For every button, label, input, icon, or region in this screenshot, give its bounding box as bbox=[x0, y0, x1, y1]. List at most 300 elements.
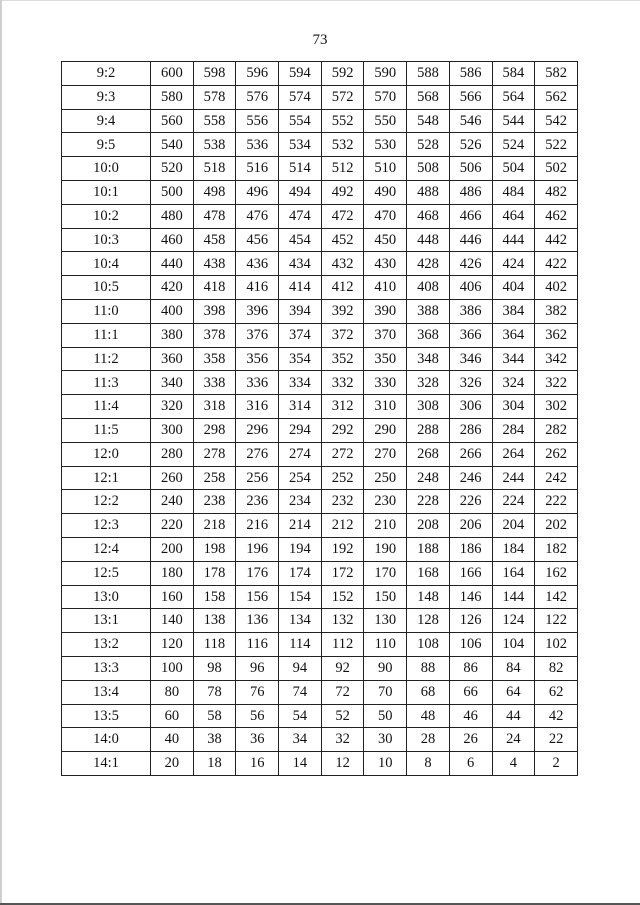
value-cell: 132 bbox=[321, 609, 364, 633]
time-cell: 13:2 bbox=[62, 633, 151, 657]
value-cell: 110 bbox=[364, 633, 407, 657]
table-row bbox=[62, 62, 578, 86]
value-cell: 246 bbox=[449, 466, 492, 490]
value-cell: 298 bbox=[193, 418, 236, 442]
table-row bbox=[62, 442, 578, 466]
value-cell: 428 bbox=[407, 252, 450, 276]
value-cell: 394 bbox=[279, 299, 322, 323]
time-cell: 10:1 bbox=[62, 180, 151, 204]
value-cell: 184 bbox=[492, 537, 535, 561]
time-cell: 9:3 bbox=[62, 85, 151, 109]
value-cell: 504 bbox=[492, 157, 535, 181]
value-cell: 322 bbox=[535, 371, 578, 395]
value-cell: 192 bbox=[321, 537, 364, 561]
value-cell: 204 bbox=[492, 514, 535, 538]
value-cell: 56 bbox=[236, 704, 279, 728]
table-row bbox=[62, 490, 578, 514]
value-cell: 312 bbox=[321, 395, 364, 419]
value-cell: 318 bbox=[193, 395, 236, 419]
table-row bbox=[62, 395, 578, 419]
value-cell: 334 bbox=[279, 371, 322, 395]
value-cell: 498 bbox=[193, 180, 236, 204]
value-cell: 172 bbox=[321, 561, 364, 585]
table-row bbox=[62, 133, 578, 157]
value-cell: 502 bbox=[535, 157, 578, 181]
value-cell: 376 bbox=[236, 323, 279, 347]
table-row bbox=[62, 252, 578, 276]
table-row bbox=[62, 537, 578, 561]
table-row bbox=[62, 299, 578, 323]
value-cell: 522 bbox=[535, 133, 578, 157]
value-cell: 440 bbox=[151, 252, 194, 276]
value-cell: 558 bbox=[193, 109, 236, 133]
value-cell: 556 bbox=[236, 109, 279, 133]
table-row bbox=[62, 347, 578, 371]
value-cell: 194 bbox=[279, 537, 322, 561]
value-cell: 72 bbox=[321, 680, 364, 704]
table-row bbox=[62, 609, 578, 633]
value-cell: 38 bbox=[193, 728, 236, 752]
value-cell: 326 bbox=[449, 371, 492, 395]
value-cell: 398 bbox=[193, 299, 236, 323]
value-cell: 444 bbox=[492, 228, 535, 252]
value-cell: 478 bbox=[193, 204, 236, 228]
value-cell: 350 bbox=[364, 347, 407, 371]
score-table-body bbox=[62, 62, 578, 776]
value-cell: 48 bbox=[407, 704, 450, 728]
value-cell: 480 bbox=[151, 204, 194, 228]
value-cell: 276 bbox=[236, 442, 279, 466]
value-cell: 36 bbox=[236, 728, 279, 752]
value-cell: 34 bbox=[279, 728, 322, 752]
value-cell: 512 bbox=[321, 157, 364, 181]
value-cell: 186 bbox=[449, 537, 492, 561]
value-cell: 460 bbox=[151, 228, 194, 252]
value-cell: 162 bbox=[535, 561, 578, 585]
value-cell: 420 bbox=[151, 276, 194, 300]
value-cell: 550 bbox=[364, 109, 407, 133]
value-cell: 488 bbox=[407, 180, 450, 204]
value-cell: 404 bbox=[492, 276, 535, 300]
value-cell: 344 bbox=[492, 347, 535, 371]
value-cell: 102 bbox=[535, 633, 578, 657]
value-cell: 94 bbox=[279, 656, 322, 680]
value-cell: 188 bbox=[407, 537, 450, 561]
value-cell: 306 bbox=[449, 395, 492, 419]
time-cell: 11:1 bbox=[62, 323, 151, 347]
value-cell: 594 bbox=[279, 62, 322, 86]
value-cell: 222 bbox=[535, 490, 578, 514]
value-cell: 168 bbox=[407, 561, 450, 585]
value-cell: 24 bbox=[492, 728, 535, 752]
value-cell: 470 bbox=[364, 204, 407, 228]
value-cell: 408 bbox=[407, 276, 450, 300]
value-cell: 562 bbox=[535, 85, 578, 109]
value-cell: 580 bbox=[151, 85, 194, 109]
time-cell: 11:3 bbox=[62, 371, 151, 395]
value-cell: 338 bbox=[193, 371, 236, 395]
value-cell: 44 bbox=[492, 704, 535, 728]
value-cell: 228 bbox=[407, 490, 450, 514]
table-row bbox=[62, 85, 578, 109]
value-cell: 74 bbox=[279, 680, 322, 704]
value-cell: 412 bbox=[321, 276, 364, 300]
time-cell: 12:2 bbox=[62, 490, 151, 514]
time-cell: 10:3 bbox=[62, 228, 151, 252]
value-cell: 600 bbox=[151, 62, 194, 86]
value-cell: 280 bbox=[151, 442, 194, 466]
table-row bbox=[62, 276, 578, 300]
value-cell: 120 bbox=[151, 633, 194, 657]
value-cell: 236 bbox=[236, 490, 279, 514]
value-cell: 112 bbox=[321, 633, 364, 657]
value-cell: 268 bbox=[407, 442, 450, 466]
time-cell: 11:0 bbox=[62, 299, 151, 323]
table-row bbox=[62, 680, 578, 704]
value-cell: 170 bbox=[364, 561, 407, 585]
value-cell: 200 bbox=[151, 537, 194, 561]
value-cell: 544 bbox=[492, 109, 535, 133]
value-cell: 552 bbox=[321, 109, 364, 133]
value-cell: 140 bbox=[151, 609, 194, 633]
value-cell: 358 bbox=[193, 347, 236, 371]
value-cell: 130 bbox=[364, 609, 407, 633]
table-row bbox=[62, 157, 578, 181]
value-cell: 356 bbox=[236, 347, 279, 371]
time-cell: 9:5 bbox=[62, 133, 151, 157]
value-cell: 58 bbox=[193, 704, 236, 728]
value-cell: 308 bbox=[407, 395, 450, 419]
value-cell: 310 bbox=[364, 395, 407, 419]
value-cell: 266 bbox=[449, 442, 492, 466]
value-cell: 42 bbox=[535, 704, 578, 728]
value-cell: 90 bbox=[364, 656, 407, 680]
value-cell: 388 bbox=[407, 299, 450, 323]
value-cell: 226 bbox=[449, 490, 492, 514]
value-cell: 450 bbox=[364, 228, 407, 252]
value-cell: 542 bbox=[535, 109, 578, 133]
value-cell: 134 bbox=[279, 609, 322, 633]
value-cell: 60 bbox=[151, 704, 194, 728]
table-row bbox=[62, 180, 578, 204]
value-cell: 546 bbox=[449, 109, 492, 133]
value-cell: 496 bbox=[236, 180, 279, 204]
value-cell: 270 bbox=[364, 442, 407, 466]
table-row bbox=[62, 466, 578, 490]
value-cell: 538 bbox=[193, 133, 236, 157]
value-cell: 316 bbox=[236, 395, 279, 419]
value-cell: 260 bbox=[151, 466, 194, 490]
value-cell: 374 bbox=[279, 323, 322, 347]
value-cell: 216 bbox=[236, 514, 279, 538]
value-cell: 454 bbox=[279, 228, 322, 252]
value-cell: 426 bbox=[449, 252, 492, 276]
value-cell: 436 bbox=[236, 252, 279, 276]
value-cell: 518 bbox=[193, 157, 236, 181]
value-cell: 292 bbox=[321, 418, 364, 442]
value-cell: 508 bbox=[407, 157, 450, 181]
value-cell: 492 bbox=[321, 180, 364, 204]
time-cell: 10:4 bbox=[62, 252, 151, 276]
value-cell: 232 bbox=[321, 490, 364, 514]
value-cell: 118 bbox=[193, 633, 236, 657]
value-cell: 26 bbox=[449, 728, 492, 752]
value-cell: 572 bbox=[321, 85, 364, 109]
value-cell: 346 bbox=[449, 347, 492, 371]
value-cell: 202 bbox=[535, 514, 578, 538]
value-cell: 278 bbox=[193, 442, 236, 466]
page-number: 73 bbox=[312, 32, 328, 48]
value-cell: 434 bbox=[279, 252, 322, 276]
value-cell: 524 bbox=[492, 133, 535, 157]
table-row bbox=[62, 752, 578, 776]
value-cell: 392 bbox=[321, 299, 364, 323]
value-cell: 364 bbox=[492, 323, 535, 347]
value-cell: 596 bbox=[236, 62, 279, 86]
value-cell: 586 bbox=[449, 62, 492, 86]
value-cell: 182 bbox=[535, 537, 578, 561]
value-cell: 414 bbox=[279, 276, 322, 300]
value-cell: 424 bbox=[492, 252, 535, 276]
value-cell: 16 bbox=[236, 752, 279, 776]
value-cell: 154 bbox=[279, 585, 322, 609]
value-cell: 304 bbox=[492, 395, 535, 419]
value-cell: 536 bbox=[236, 133, 279, 157]
value-cell: 158 bbox=[193, 585, 236, 609]
value-cell: 342 bbox=[535, 347, 578, 371]
value-cell: 510 bbox=[364, 157, 407, 181]
value-cell: 30 bbox=[364, 728, 407, 752]
value-cell: 368 bbox=[407, 323, 450, 347]
value-cell: 302 bbox=[535, 395, 578, 419]
value-cell: 114 bbox=[279, 633, 322, 657]
value-cell: 116 bbox=[236, 633, 279, 657]
value-cell: 62 bbox=[535, 680, 578, 704]
value-cell: 96 bbox=[236, 656, 279, 680]
value-cell: 136 bbox=[236, 609, 279, 633]
value-cell: 208 bbox=[407, 514, 450, 538]
table-row bbox=[62, 704, 578, 728]
value-cell: 252 bbox=[321, 466, 364, 490]
value-cell: 142 bbox=[535, 585, 578, 609]
time-cell: 9:4 bbox=[62, 109, 151, 133]
time-cell: 12:1 bbox=[62, 466, 151, 490]
value-cell: 372 bbox=[321, 323, 364, 347]
value-cell: 54 bbox=[279, 704, 322, 728]
value-cell: 430 bbox=[364, 252, 407, 276]
value-cell: 240 bbox=[151, 490, 194, 514]
value-cell: 88 bbox=[407, 656, 450, 680]
table-row bbox=[62, 204, 578, 228]
value-cell: 348 bbox=[407, 347, 450, 371]
value-cell: 390 bbox=[364, 299, 407, 323]
time-cell: 11:2 bbox=[62, 347, 151, 371]
value-cell: 238 bbox=[193, 490, 236, 514]
value-cell: 520 bbox=[151, 157, 194, 181]
value-cell: 514 bbox=[279, 157, 322, 181]
time-cell: 10:2 bbox=[62, 204, 151, 228]
value-cell: 22 bbox=[535, 728, 578, 752]
value-cell: 282 bbox=[535, 418, 578, 442]
value-cell: 124 bbox=[492, 609, 535, 633]
value-cell: 86 bbox=[449, 656, 492, 680]
time-cell: 14:0 bbox=[62, 728, 151, 752]
value-cell: 422 bbox=[535, 252, 578, 276]
time-cell: 12:5 bbox=[62, 561, 151, 585]
value-cell: 258 bbox=[193, 466, 236, 490]
value-cell: 20 bbox=[151, 752, 194, 776]
value-cell: 378 bbox=[193, 323, 236, 347]
value-cell: 400 bbox=[151, 299, 194, 323]
value-cell: 578 bbox=[193, 85, 236, 109]
value-cell: 264 bbox=[492, 442, 535, 466]
value-cell: 416 bbox=[236, 276, 279, 300]
value-cell: 386 bbox=[449, 299, 492, 323]
value-cell: 530 bbox=[364, 133, 407, 157]
value-cell: 456 bbox=[236, 228, 279, 252]
value-cell: 12 bbox=[321, 752, 364, 776]
value-cell: 362 bbox=[535, 323, 578, 347]
value-cell: 210 bbox=[364, 514, 407, 538]
value-cell: 570 bbox=[364, 85, 407, 109]
value-cell: 354 bbox=[279, 347, 322, 371]
value-cell: 370 bbox=[364, 323, 407, 347]
value-cell: 566 bbox=[449, 85, 492, 109]
value-cell: 66 bbox=[449, 680, 492, 704]
time-cell: 11:4 bbox=[62, 395, 151, 419]
value-cell: 380 bbox=[151, 323, 194, 347]
value-cell: 18 bbox=[193, 752, 236, 776]
value-cell: 64 bbox=[492, 680, 535, 704]
value-cell: 156 bbox=[236, 585, 279, 609]
value-cell: 574 bbox=[279, 85, 322, 109]
value-cell: 242 bbox=[535, 466, 578, 490]
value-cell: 50 bbox=[364, 704, 407, 728]
value-cell: 92 bbox=[321, 656, 364, 680]
value-cell: 592 bbox=[321, 62, 364, 86]
value-cell: 300 bbox=[151, 418, 194, 442]
value-cell: 178 bbox=[193, 561, 236, 585]
value-cell: 212 bbox=[321, 514, 364, 538]
value-cell: 448 bbox=[407, 228, 450, 252]
value-cell: 84 bbox=[492, 656, 535, 680]
value-cell: 166 bbox=[449, 561, 492, 585]
table-row bbox=[62, 228, 578, 252]
value-cell: 164 bbox=[492, 561, 535, 585]
value-cell: 466 bbox=[449, 204, 492, 228]
value-cell: 532 bbox=[321, 133, 364, 157]
value-cell: 174 bbox=[279, 561, 322, 585]
value-cell: 548 bbox=[407, 109, 450, 133]
value-cell: 582 bbox=[535, 62, 578, 86]
value-cell: 442 bbox=[535, 228, 578, 252]
value-cell: 402 bbox=[535, 276, 578, 300]
value-cell: 336 bbox=[236, 371, 279, 395]
time-cell: 13:3 bbox=[62, 656, 151, 680]
value-cell: 126 bbox=[449, 609, 492, 633]
value-cell: 100 bbox=[151, 656, 194, 680]
table-row bbox=[62, 633, 578, 657]
value-cell: 286 bbox=[449, 418, 492, 442]
value-cell: 82 bbox=[535, 656, 578, 680]
time-cell: 13:5 bbox=[62, 704, 151, 728]
value-cell: 2 bbox=[535, 752, 578, 776]
value-cell: 144 bbox=[492, 585, 535, 609]
value-cell: 46 bbox=[449, 704, 492, 728]
value-cell: 384 bbox=[492, 299, 535, 323]
value-cell: 588 bbox=[407, 62, 450, 86]
value-cell: 506 bbox=[449, 157, 492, 181]
value-cell: 288 bbox=[407, 418, 450, 442]
value-cell: 584 bbox=[492, 62, 535, 86]
value-cell: 138 bbox=[193, 609, 236, 633]
value-cell: 484 bbox=[492, 180, 535, 204]
value-cell: 176 bbox=[236, 561, 279, 585]
time-cell: 13:0 bbox=[62, 585, 151, 609]
value-cell: 554 bbox=[279, 109, 322, 133]
value-cell: 250 bbox=[364, 466, 407, 490]
value-cell: 490 bbox=[364, 180, 407, 204]
value-cell: 396 bbox=[236, 299, 279, 323]
value-cell: 458 bbox=[193, 228, 236, 252]
page-edge-top bbox=[0, 0, 640, 1]
value-cell: 6 bbox=[449, 752, 492, 776]
value-cell: 4 bbox=[492, 752, 535, 776]
value-cell: 76 bbox=[236, 680, 279, 704]
value-cell: 560 bbox=[151, 109, 194, 133]
value-cell: 274 bbox=[279, 442, 322, 466]
table-row bbox=[62, 418, 578, 442]
page-edge-left bbox=[0, 0, 2, 905]
value-cell: 146 bbox=[449, 585, 492, 609]
value-cell: 564 bbox=[492, 85, 535, 109]
value-cell: 598 bbox=[193, 62, 236, 86]
value-cell: 516 bbox=[236, 157, 279, 181]
value-cell: 410 bbox=[364, 276, 407, 300]
table-row bbox=[62, 514, 578, 538]
value-cell: 330 bbox=[364, 371, 407, 395]
value-cell: 446 bbox=[449, 228, 492, 252]
value-cell: 14 bbox=[279, 752, 322, 776]
value-cell: 500 bbox=[151, 180, 194, 204]
value-cell: 324 bbox=[492, 371, 535, 395]
value-cell: 328 bbox=[407, 371, 450, 395]
value-cell: 568 bbox=[407, 85, 450, 109]
value-cell: 320 bbox=[151, 395, 194, 419]
value-cell: 218 bbox=[193, 514, 236, 538]
value-cell: 494 bbox=[279, 180, 322, 204]
value-cell: 150 bbox=[364, 585, 407, 609]
value-cell: 352 bbox=[321, 347, 364, 371]
value-cell: 290 bbox=[364, 418, 407, 442]
value-cell: 206 bbox=[449, 514, 492, 538]
table-row bbox=[62, 585, 578, 609]
value-cell: 296 bbox=[236, 418, 279, 442]
value-cell: 284 bbox=[492, 418, 535, 442]
value-cell: 80 bbox=[151, 680, 194, 704]
value-cell: 360 bbox=[151, 347, 194, 371]
value-cell: 148 bbox=[407, 585, 450, 609]
value-cell: 314 bbox=[279, 395, 322, 419]
value-cell: 332 bbox=[321, 371, 364, 395]
table-row bbox=[62, 656, 578, 680]
value-cell: 106 bbox=[449, 633, 492, 657]
time-cell: 12:0 bbox=[62, 442, 151, 466]
value-cell: 262 bbox=[535, 442, 578, 466]
value-cell: 248 bbox=[407, 466, 450, 490]
value-cell: 10 bbox=[364, 752, 407, 776]
value-cell: 8 bbox=[407, 752, 450, 776]
